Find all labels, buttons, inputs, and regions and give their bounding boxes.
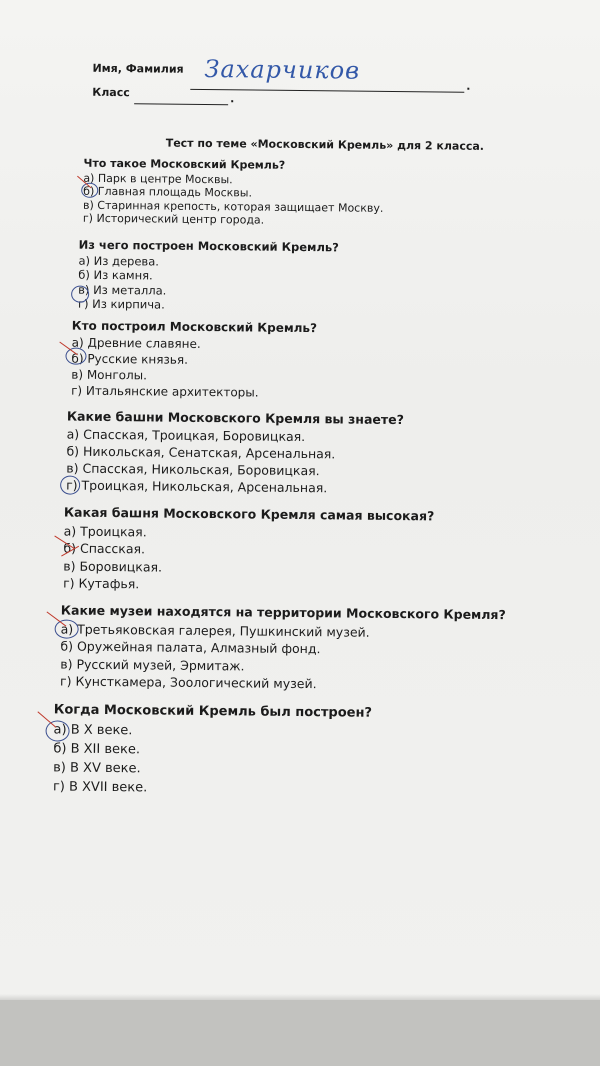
class-period: . [230,92,235,106]
option-d: г) Из кирпича. [77,296,165,312]
answer-circle-q4 [60,475,80,494]
option-c: в) Монголы. [71,367,148,383]
option-d: г) Итальянские архитекторы. [71,383,259,400]
question-title: Из чего построен Московский Кремль? [78,237,339,255]
name-period: . [466,79,471,93]
option-a: а) Троицкая. [63,523,147,539]
option-b: б) Русские князья. [71,351,189,367]
option-a: а) В X веке. [53,722,133,739]
question-3 [71,318,317,402]
question-6 [60,602,506,695]
test-title: Тест по теме «Московский Кремль» для 2 класса. [165,136,485,153]
option-c: в) Спасская, Никольская, Боровицкая. [66,460,320,479]
option-c: в) Старинная крепость, которая защищает Москву. [83,198,384,215]
name-label: Имя, Фамилия [92,61,184,76]
class-label: Класс [92,85,130,100]
question-title: Кто построил Московский Кремль? [71,318,318,336]
option-d: г) Исторический центр города. [82,211,265,227]
question-title: Что такое Московский Кремль? [83,156,286,172]
question-5 [63,504,434,596]
answer-circle-q6 [55,619,79,638]
option-b: б) Спасская. [63,540,146,557]
question-2 [78,238,339,314]
option-c: в) В XV веке. [53,760,141,777]
question-4 [66,408,404,498]
handwritten-name: Захарчиков [204,54,361,85]
option-c: в) Русский музей, Эрмитаж. [60,655,245,673]
class-underline [134,103,228,105]
option-a: а) Из дерева. [78,253,160,269]
option-a: а) Третьяковская галерея, Пушкинский музей. [60,621,370,640]
option-a: а) Древние славяне. [71,335,201,351]
option-b: б) Оружейная палата, Алмазный фонд. [60,638,321,657]
answer-circle-q7 [45,720,69,741]
option-a: а) Парк в центре Москвы. [83,171,233,186]
option-b: б) Никольская, Сенатская, Арсенальная. [66,443,336,462]
option-b: б) В XII веке. [53,741,141,758]
option-c: в) Боровицкая. [63,558,163,575]
answer-circle-q3 [65,348,86,365]
option-d: г) Троицкая, Никольская, Арсенальная. [66,477,328,496]
question-title: Когда Московский Кремль был построен? [53,702,373,721]
option-b: б) Главная площадь Москвы. [83,184,253,200]
question-title: Какие башни Московского Кремля вы знаете? [66,408,404,428]
option-c: в) Из металла. [78,282,167,298]
question-title: Какая башня Московского Кремля самая высокая? [63,504,435,524]
question-title: Какие музеи находятся на территории Московского Кремля? [60,602,506,623]
question-1 [83,157,384,229]
option-d: г) Кунсткамера, Зоологический музей. [60,673,317,692]
question-7 [53,700,372,799]
option-b: б) Из камня. [78,267,153,283]
answer-circle-q1 [81,183,98,198]
answer-circle-q2 [71,286,89,303]
option-d: г) В XVII веке. [52,779,148,796]
option-d: г) Кутафья. [63,575,140,592]
option-a: а) Спасская, Троицкая, Боровицкая. [66,426,306,445]
table-surface [0,1000,600,1066]
